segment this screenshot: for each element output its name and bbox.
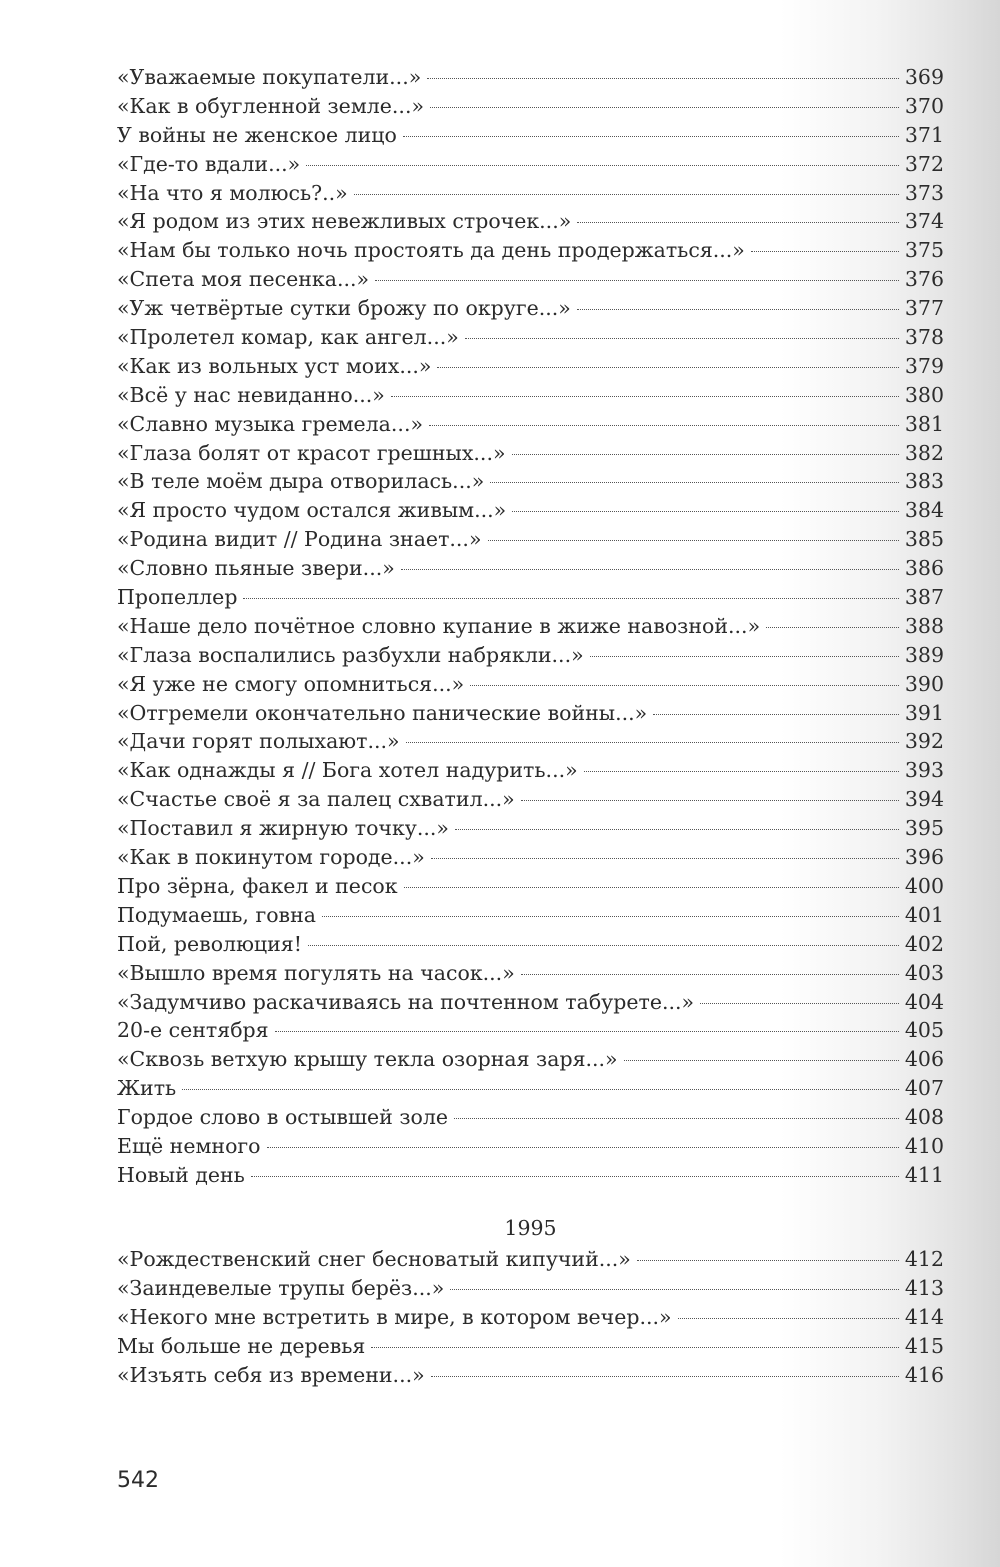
- entry-title: «Я уже не смогу опомниться...»: [117, 671, 465, 696]
- toc-entry: [117, 265, 944, 294]
- toc-entry: [117, 1045, 944, 1074]
- toc-entry: [117, 843, 944, 872]
- toc-entry: [117, 1303, 944, 1332]
- dot-leader: [431, 1376, 899, 1377]
- entry-title: «На что я молюсь?..»: [117, 180, 348, 205]
- entry-page-number: 390: [904, 671, 944, 696]
- toc-entry: [117, 525, 944, 554]
- dot-leader: [455, 829, 899, 830]
- dot-leader: [404, 887, 899, 888]
- entry-page-number: 372: [904, 151, 944, 176]
- entry-page-number: 414: [904, 1304, 944, 1329]
- table-of-contents: [117, 63, 944, 1190]
- toc-entry: [117, 988, 944, 1017]
- toc-entry: [117, 207, 944, 236]
- toc-entry: [117, 410, 944, 439]
- entry-title: «Как в обугленной земле...»: [117, 93, 425, 118]
- toc-entry: [117, 872, 944, 901]
- entry-title: «Я родом из этих невежливых строчек...»: [117, 209, 572, 234]
- entry-page-number: 373: [904, 180, 944, 205]
- toc-entry: [117, 583, 944, 612]
- dot-leader: [182, 1089, 899, 1090]
- entry-title: «Где-то вдали...»: [117, 151, 301, 176]
- entry-title: «Вышло время погулять на часок...»: [117, 960, 515, 985]
- dot-leader: [751, 251, 899, 252]
- entry-page-number: 387: [904, 585, 944, 610]
- entry-page-number: 376: [904, 267, 944, 292]
- entry-title: Гордое слово в остывшей золе: [117, 1105, 449, 1130]
- dot-leader: [450, 1289, 899, 1290]
- toc-entry: [117, 612, 944, 641]
- toc-entry: [117, 150, 944, 179]
- entry-page-number: 410: [904, 1133, 944, 1158]
- dot-leader: [624, 1060, 899, 1061]
- dot-leader: [427, 78, 899, 79]
- toc-entry: [117, 381, 944, 410]
- entry-title: «Уважаемые покупатели...»: [117, 65, 422, 89]
- entry-page-number: 382: [904, 440, 944, 465]
- entry-title: 20-е сентября: [117, 1018, 269, 1043]
- dot-leader: [430, 107, 899, 108]
- entry-page-number: 384: [904, 498, 944, 523]
- dot-leader: [406, 742, 899, 743]
- entry-title: «Пролетел комар, как ангел...»: [117, 325, 459, 350]
- entry-page-number: 405: [904, 1018, 944, 1043]
- entry-title: Подумаешь, говна: [117, 902, 316, 927]
- entry-title: «В теле моём дыра отворилась...»: [117, 469, 485, 494]
- entry-title: «Сквозь ветхую крышу текла озорная заря...»: [117, 1047, 618, 1072]
- entry-title: «Спета моя песенка...»: [117, 267, 370, 292]
- toc-entry: [117, 496, 944, 525]
- entry-page-number: 375: [904, 238, 944, 263]
- entry-page-number: 385: [904, 527, 944, 552]
- toc-entry: [117, 1132, 944, 1161]
- entry-title: «Родина видит // Родина знает...»: [117, 527, 482, 552]
- entry-page-number: 380: [904, 382, 944, 407]
- dot-leader: [700, 1003, 899, 1004]
- entry-page-number: 395: [904, 816, 944, 841]
- entry-title: «Некого мне встретить в мире, в котором вечер...»: [117, 1304, 672, 1329]
- dot-leader: [267, 1147, 899, 1148]
- toc-entry: [117, 179, 944, 208]
- entry-page-number: 408: [904, 1105, 944, 1130]
- entry-page-number: 379: [904, 353, 944, 378]
- dot-leader: [590, 656, 899, 657]
- entry-title: Новый день: [117, 1162, 245, 1187]
- entry-title: «Отгремели окончательно панические войны...»: [117, 700, 648, 725]
- entry-title: «Словно пьяные звери...»: [117, 556, 395, 581]
- dot-leader: [243, 598, 898, 599]
- entry-page-number: 413: [904, 1275, 944, 1300]
- dot-leader: [653, 714, 899, 715]
- entry-page-number: 406: [904, 1047, 944, 1072]
- entry-title: «Задумчиво раскачиваясь на почтенном табурете...»: [117, 989, 695, 1014]
- dot-leader: [322, 916, 899, 917]
- entry-title: «Глаза воспалились разбухли набрякли...»: [117, 642, 584, 667]
- dot-leader: [375, 280, 899, 281]
- dot-leader: [306, 165, 899, 166]
- entry-page-number: 378: [904, 325, 944, 350]
- toc-entry: [117, 727, 944, 756]
- entry-page-number: 381: [904, 411, 944, 436]
- entry-page-number: 412: [904, 1247, 944, 1271]
- dot-leader: [371, 1347, 899, 1348]
- toc-entry: [117, 1016, 944, 1045]
- toc-entry: [117, 1245, 944, 1274]
- dot-leader: [488, 540, 899, 541]
- entry-title: «Дачи горят полыхают...»: [117, 729, 400, 754]
- entry-title: «Как в покинутом городе...»: [117, 845, 425, 870]
- entry-page-number: 403: [904, 960, 944, 985]
- entry-page-number: 369: [904, 65, 944, 89]
- entry-page-number: 396: [904, 845, 944, 870]
- page-number: 542: [117, 1468, 159, 1493]
- entry-title: Ещё немного: [117, 1133, 261, 1158]
- entry-page-number: 370: [904, 93, 944, 118]
- toc-entry: [117, 901, 944, 930]
- toc-entry: [117, 554, 944, 583]
- entry-title: У войны не женское лицо: [117, 122, 397, 147]
- toc-entry: [117, 756, 944, 785]
- entry-title: Про зёрна, факел и песок: [117, 873, 398, 898]
- dot-leader: [275, 1031, 899, 1032]
- entry-title: «Поставил я жирную точку...»: [117, 816, 449, 841]
- entry-page-number: 394: [904, 787, 944, 812]
- entry-title: «Как однажды я // Бога хотел надурить...»: [117, 758, 578, 783]
- entry-title: «Я просто чудом остался живым...»: [117, 498, 507, 523]
- entry-page-number: 393: [904, 758, 944, 783]
- entry-title: Мы больше не деревья: [117, 1333, 366, 1358]
- dot-leader: [308, 945, 899, 946]
- dot-leader: [429, 425, 899, 426]
- entry-page-number: 383: [904, 469, 944, 494]
- dot-leader: [354, 194, 899, 195]
- entry-title: Пропеллер: [117, 585, 238, 610]
- entry-title: Пой, революция!: [117, 931, 302, 956]
- dot-leader: [512, 511, 899, 512]
- dot-leader: [637, 1260, 899, 1261]
- toc-entry: [117, 439, 944, 468]
- dot-leader: [465, 338, 899, 339]
- dot-leader: [521, 974, 899, 975]
- entry-title: «Изъять себя из времени...»: [117, 1362, 425, 1387]
- entry-title: «Наше дело почётное словно купание в жиже навозной...»: [117, 613, 761, 638]
- entry-title: «Счастье своё я за палец схватил...»: [117, 787, 515, 812]
- entry-page-number: 388: [904, 613, 944, 638]
- dot-leader: [577, 309, 899, 310]
- entry-page-number: 407: [904, 1076, 944, 1101]
- dot-leader: [391, 396, 899, 397]
- toc-entry: [117, 467, 944, 496]
- entry-page-number: 391: [904, 700, 944, 725]
- dot-leader: [431, 858, 899, 859]
- toc-entry: [117, 1103, 944, 1132]
- entry-title: «Рождественский снег бесноватый кипучий...»: [117, 1247, 631, 1271]
- dot-leader: [490, 482, 899, 483]
- dot-leader: [584, 771, 899, 772]
- entry-title: «Славно музыка гремела...»: [117, 411, 423, 436]
- entry-page-number: 377: [904, 296, 944, 321]
- entry-page-number: 389: [904, 642, 944, 667]
- dot-leader: [403, 136, 899, 137]
- toc-entry: [117, 1361, 944, 1390]
- toc-entry: [117, 63, 944, 92]
- toc-entry: [117, 930, 944, 959]
- entry-title: «Нам бы только ночь простоять да день продержаться...»: [117, 238, 745, 263]
- dot-leader: [401, 569, 899, 570]
- entry-title: «Заиндевелые трупы берёз...»: [117, 1275, 445, 1300]
- entry-title: «Глаза болят от красот грешных...»: [117, 440, 506, 465]
- toc-entry: [117, 699, 944, 728]
- entry-title: «Всё у нас невиданно...»: [117, 382, 385, 407]
- toc-entry: [117, 959, 944, 988]
- entry-title: Жить: [117, 1076, 177, 1101]
- toc-entry: [117, 294, 944, 323]
- entry-title: «Уж четвёртые сутки брожу по округе...»: [117, 296, 571, 321]
- entry-page-number: 415: [904, 1333, 944, 1358]
- entry-page-number: 404: [904, 989, 944, 1014]
- toc-entry: [117, 92, 944, 121]
- toc-entry: [117, 121, 944, 150]
- toc-entry: [117, 1274, 944, 1303]
- entry-title: «Как из вольных уст моих...»: [117, 353, 432, 378]
- toc-entry: [117, 352, 944, 381]
- dot-leader: [251, 1176, 899, 1177]
- toc-entry: [117, 236, 944, 265]
- toc-entry: [117, 323, 944, 352]
- dot-leader: [678, 1318, 899, 1319]
- dot-leader: [454, 1118, 899, 1119]
- entry-page-number: 400: [904, 873, 944, 898]
- toc-entry: [117, 1161, 944, 1190]
- entry-page-number: 386: [904, 556, 944, 581]
- dot-leader: [512, 454, 899, 455]
- toc-entry: [117, 670, 944, 699]
- dot-leader: [577, 222, 899, 223]
- toc-entry: [117, 1332, 944, 1361]
- entry-page-number: 402: [904, 931, 944, 956]
- entry-page-number: 411: [904, 1162, 944, 1187]
- entry-page-number: 401: [904, 902, 944, 927]
- entry-page-number: 371: [904, 122, 944, 147]
- entry-page-number: 416: [904, 1362, 944, 1387]
- dot-leader: [521, 800, 899, 801]
- section-year-heading: 1995: [504, 1216, 557, 1240]
- toc-entry: [117, 1074, 944, 1103]
- entry-page-number: 374: [904, 209, 944, 234]
- table-of-contents-1995: [117, 1245, 944, 1389]
- dot-leader: [766, 627, 899, 628]
- dot-leader: [437, 367, 898, 368]
- toc-entry: [117, 785, 944, 814]
- entry-page-number: 392: [904, 729, 944, 754]
- dot-leader: [470, 685, 899, 686]
- toc-entry: [117, 641, 944, 670]
- toc-entry: [117, 814, 944, 843]
